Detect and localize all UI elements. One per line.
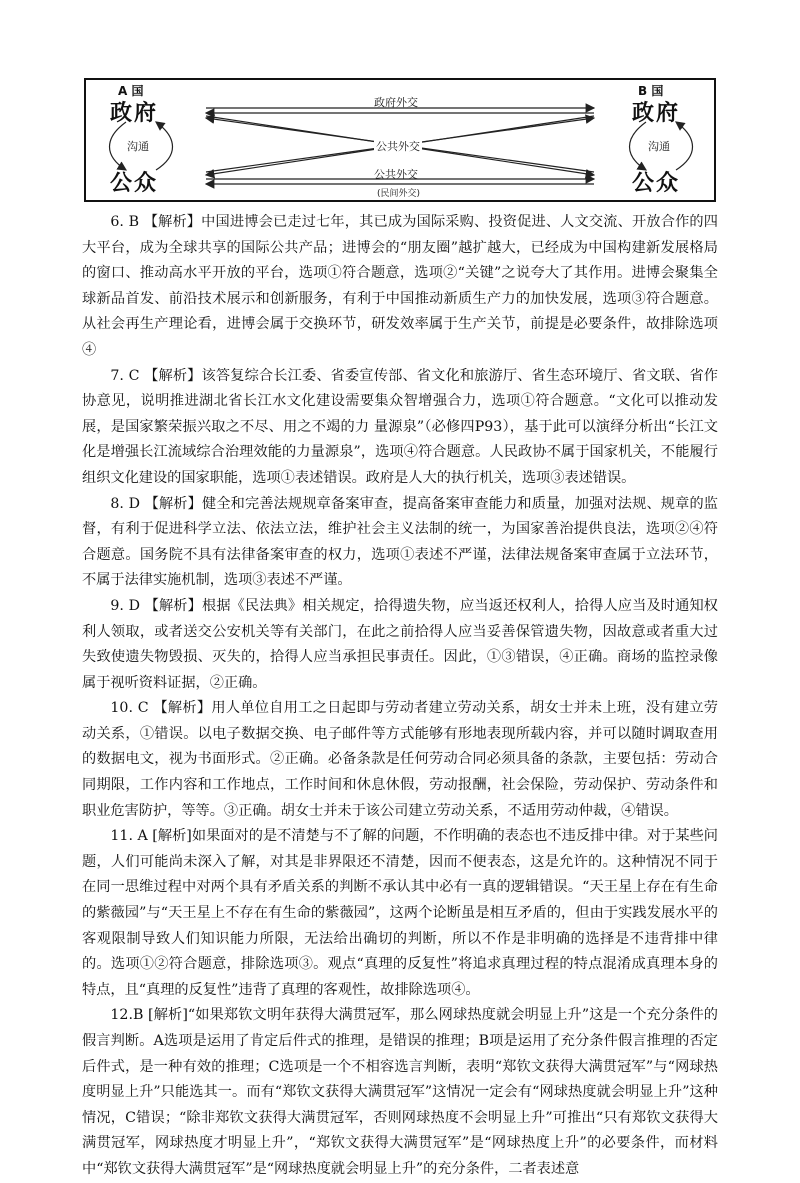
gov-a-label: 政府 [110,101,159,126]
comm-a-label: 沟通 [127,140,149,153]
diplomacy-diagram [84,78,716,202]
gov-diplomacy-label: 政府外交 [374,96,418,109]
answer-7: 7. C 【解析】该答复综合长江委、省委宣传部、省文化和旅游厅、省生态环境厅、省文联、省作协意见，说明推进湖北省长江水文化建设需要集众智增强合力，选项①符合题意。“文化可以推动发展，是国家繁荣振兴取之不尽、用之不竭的力 量源泉”（必修四P93），基于此可以演绎分析出“长江文化是增强长江流域综合治理效能的力量源泉”，选项④符合题意。人民政协不属于国家机关，不能履行组织文化建设的国家职能，选项①表述错误。政府是人大的执行机关，选项③表述错误。 [82,367,718,486]
public-b-label: 公众 [632,171,681,196]
country-a-label: A 国 [118,84,144,98]
answer-9: 9. D 【解析】根据《民法典》相关规定，拾得遗失物，应当返还权利人，拾得人应当及时通知权利人领取，或者送交公安机关等有关部门，在此之前拾得人应当妥善保管遗失物，因故意或者重大过失致使遗失物毁损、灭失的，拾得人应当承担民事责任。因此，①③错误，④正确。商场的监控录像属于视听资料证据，②正确。 [82,597,718,691]
answer-explanations [82,210,718,1183]
public-diplomacy-inner-label: 公共外交 [376,140,420,153]
answer-12: 12.B [解析]“如果郑钦文明年获得大满贯冠军，那么网球热度就会明显上升”这是一个充分条件的假言判断。A选项是运用了肯定后件式的推理，是错误的推理；B项是运用了充分条件假言推理的否定后件式，是一种有效的推理；C选项是一个不相容选言判断，表明“郑钦文获得大满贯冠军”与“网球热度明显上升”只能选其一。而有“郑钦文获得大满贯冠军”这情况一定会有“网球热度就会明显上升”这种情况，C错误；“除非郑钦文获得大满贯冠军，否则网球热度不会明显上升”可推出“只有郑钦文获得大满贯冠军，网球热度才明显上升”，“郑钦文获得大满贯冠军”是“网球热度上升”的必要条件，而材料中“郑钦文获得大满贯冠军”是“网球热度就会明显上升”的充分条件，二者表述意 [82,1007,718,1177]
answer-8: 8. D 【解析】健全和完善法规规章备案审查，提高备案审查能力和质量，加强对法规、规章的监督，有利于促进科学立法、依法立法，维护社会主义法制的统一，为国家善治提供良法，选项②④符合题意。国务院不具有法律备案审查的权力，选项①表述不严谨，法律法规备案审查属于立法环节，不属于法律实施机制，选项③表述不严谨。 [82,495,718,589]
answer-6: 6. B 【解析】中国进博会已走过七年，其已成为国际采购、投资促进、人文交流、开放合作的四大平台，成为全球共享的国际公共产品；进博会的“朋友圈”越扩越大，已经成为中国构建新发展格局的窗口、推动高水平开放的平台，选项①符合题意，选项②“关键”之说夸大了其作用。进博会聚集全球新品首发、前沿技术展示和创新服务，有利于中国推动新质生产力的加快发展，选项③符合题意。从社会再生产理论看，进博会属于交换环节，研发效率属于生产关节，前提是必要条件，故排除选项④ [82,214,718,358]
gov-b-label: 政府 [632,101,681,126]
public-diplomacy-bottom-label: 公共外交 [374,168,418,181]
public-a-label: 公众 [110,171,159,196]
answer-11: 11. A [解析]如果面对的是不清楚与不了解的问题，不作明确的表态也不违反排中律。对于某些问题，人们可能尚未深入了解，对其是非界限还不清楚，因而不便表态，这是允许的。这种情况不同于在同一思维过程中对两个具有矛盾关系的判断不承认其中必有一真的逻辑错误。“天王星上存在有生命的紫薇园”与“天王星上不存在有生命的紫薇园”，这两个论断虽是相互矛盾的，但由于实践发展水平的客观限制导致人们知识能力所限，无法给出确切的判断，所以不作是非明确的选择是不违背排中律的。选项①②符合题意，排除选项③。观点“真理的反复性”将追求真理过程的特点混淆成真理本身的特点，且“真理的反复性”违背了真理的客观性，故排除选项④。 [82,828,718,998]
country-b-label: B 国 [638,84,664,98]
answer-10: 10. C 【解析】用人单位自用工之日起即与劳动者建立劳动关系，胡女士并未上班，没有建立劳动关系，①错误。以电子数据交换、电子邮件等方式能够有形地表现所载内容，并可以随时调取查用的数据电文，视为书面形式。②正确。必备条款是任何劳动合同必须具备的条款，主要包括：劳动合同期限，工作内容和工作地点，工作时间和休息休假，劳动报酬，社会保险，劳动保护、劳动条件和职业危害防护，等等。③正确。胡女士并未于该公司建立劳动关系，不适用劳动仲裁，④错误。 [82,700,718,819]
civil-diplomacy-label: (民间外交) [377,189,421,199]
comm-b-label: 沟通 [648,140,670,153]
